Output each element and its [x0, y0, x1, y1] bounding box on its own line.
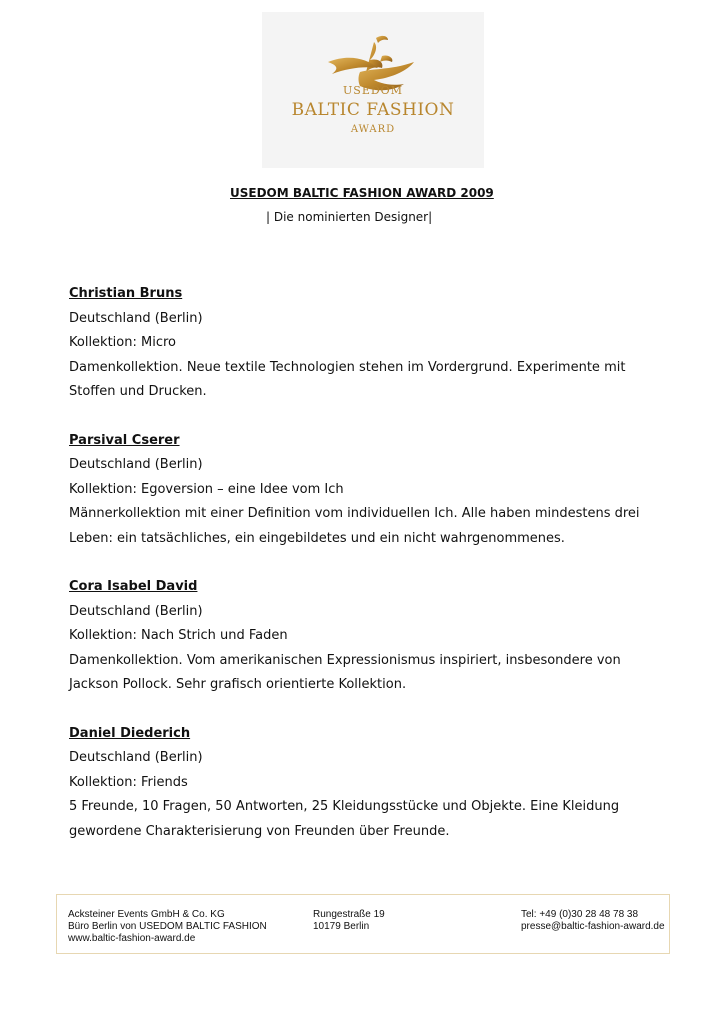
- designer-country: Deutschland (Berlin): [69, 603, 203, 619]
- logo-text-usedom: USEDOM: [343, 84, 403, 97]
- footer-phone: Tel: +49 (0)30 28 48 78 38: [521, 909, 639, 920]
- designer-name: Parsival Cserer: [69, 432, 180, 448]
- footer-office: Büro Berlin von USEDOM BALTIC FASHION: [68, 921, 267, 932]
- designer-description: 5 Freunde, 10 Fragen, 50 Antworten, 25 Kleidungsstücke und Objekte. Eine Kleidung: [69, 799, 620, 814]
- document-title: USEDOM BALTIC FASHION AWARD 2009: [230, 186, 494, 200]
- footer-company-column: [68, 909, 267, 945]
- designer-name: Christian Bruns: [69, 286, 183, 301]
- designer-description: Männerkollektion mit einer Definition vom individuellen Ich. Alle haben mindestens drei: [69, 506, 640, 521]
- designer-country: Deutschland (Berlin): [69, 310, 203, 326]
- designer-collection: Kollektion: Egoversion – eine Idee vom Ich: [69, 481, 344, 497]
- designer-description: Damenkollektion. Vom amerikanischen Expressionismus inspiriert, insbesondere von: [69, 652, 621, 668]
- designer-country: Deutschland (Berlin): [69, 750, 203, 765]
- designer-entry: [69, 429, 669, 552]
- page-footer: [56, 894, 670, 954]
- designer-name: Cora Isabel David: [69, 579, 198, 594]
- designer-collection: Kollektion: Micro: [69, 335, 176, 350]
- footer-address-column: [313, 909, 385, 933]
- designer-entry: [69, 575, 669, 698]
- document-subtitle: | Die nominierten Designer|: [266, 210, 433, 224]
- designer-description: Damenkollektion. Neue textile Technologien stehen im Vordergrund. Experimente mit: [69, 359, 626, 375]
- designer-collection: Kollektion: Friends: [69, 774, 188, 790]
- designer-description: gewordene Charakterisierung von Freunden über Freunde.: [69, 823, 450, 839]
- designer-description: Stoffen und Drucken.: [69, 384, 207, 399]
- designer-description: Jackson Pollock. Sehr grafisch orientierte Kollektion.: [69, 677, 407, 692]
- designer-entry: [69, 722, 669, 845]
- footer-city: 10179 Berlin: [313, 921, 370, 932]
- logo-text-baltic-fashion: BALTIC FASHION: [291, 100, 455, 120]
- logo-text-award: AWARD: [350, 124, 396, 135]
- designer-entry: [69, 282, 669, 405]
- designer-collection: Kollektion: Nach Strich und Faden: [69, 628, 288, 643]
- designer-country: Deutschland (Berlin): [69, 457, 203, 472]
- footer-email-link[interactable]: presse@baltic-fashion-award.de: [521, 921, 665, 932]
- footer-website-link[interactable]: www.baltic-fashion-award.de: [68, 933, 196, 944]
- footer-company: Acksteiner Events GmbH & Co. KG: [68, 909, 225, 920]
- footer-street: Rungestraße 19: [313, 909, 385, 920]
- designer-name: Daniel Diederich: [69, 725, 191, 741]
- designer-description: Leben: ein tatsächliches, ein eingebildetes und ein nicht wahrgenommenes.: [69, 530, 565, 546]
- designer-list: [69, 282, 669, 868]
- award-logo: [262, 12, 484, 168]
- footer-contact-column: [521, 909, 665, 933]
